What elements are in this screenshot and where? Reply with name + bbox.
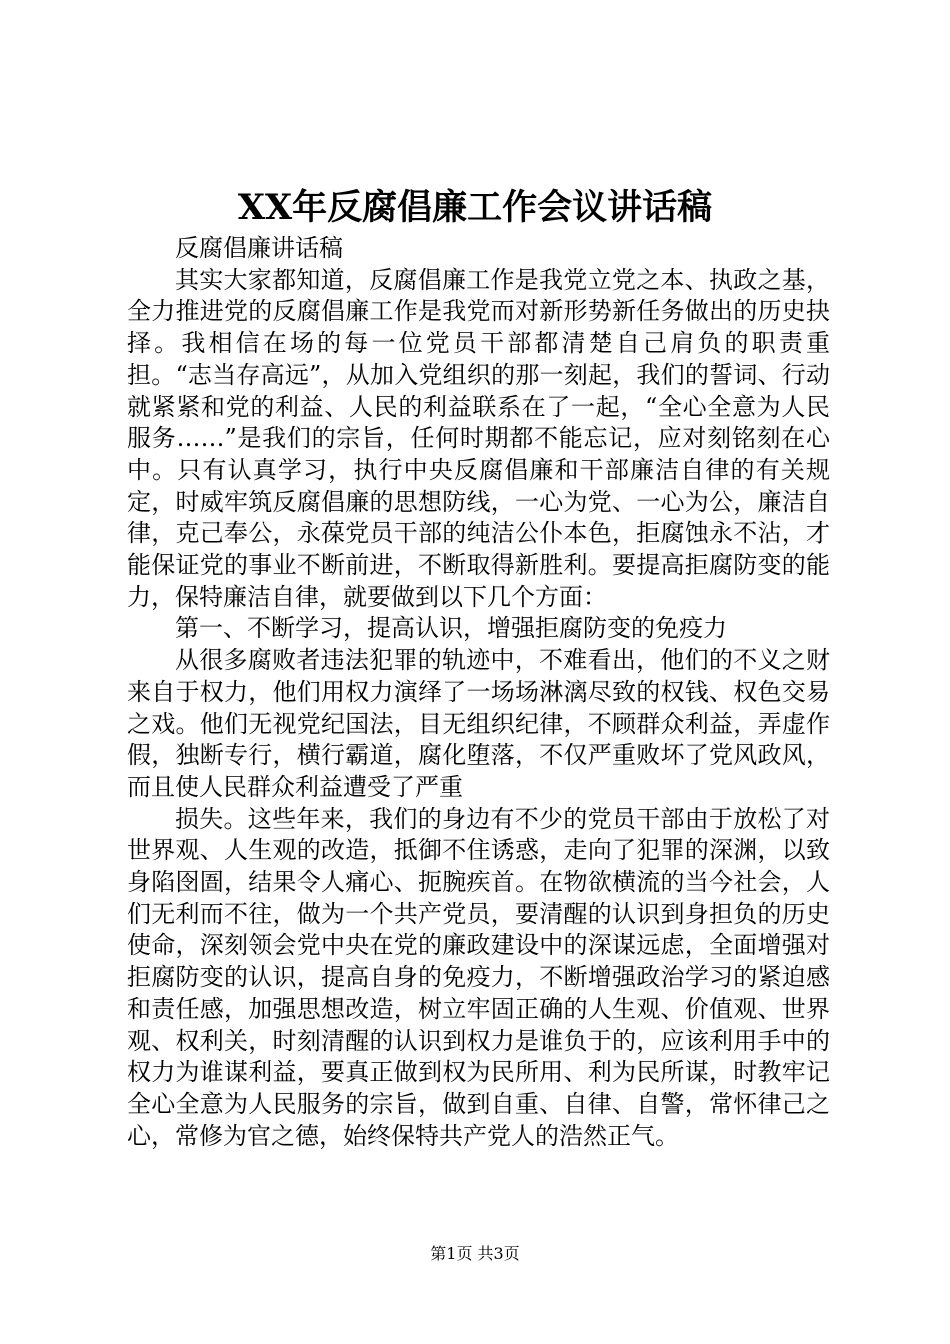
paragraph-section-heading: 第一、不断学习，提高认识，增强拒腐防变的免疫力: [175, 614, 727, 643]
paragraph-losses: 损失。这些年来，我们的身边有不少的党员干部由于放松了对世界观、人生观的改造，抵御不住诱惑，走向了犯罪的深渊，以致身陷囹圄，结果令人痛心、扼腕疾首。在物欲横流的当今社会，人们无利而不往，做为一个共产党员，要清醒的认识到身担负的历史使命，深刻领会党中央在党的廉政建设中的深谋远虑，全面增强对拒腐防变的认识，提高自身的免疫力，不断增强政治学习的紧迫感和责任感，加强思想改造，树立牢固正确的人生观、价值观、世界观、权利关，时刻清醒的认识到权力是谁负于的，应该利用手中的权力为谁谋利益，要真正做到权为民所用、利为民所谋，时教牢记全心全意为人民服务的宗旨，做到自重、自律、自警，常怀律己之心，常修为官之德，始终保特共产党人的浩然正气。: [127, 804, 830, 1150]
paragraph-intro: 其实大家都知道，反腐倡廉工作是我党立党之本、执政之基，全力推进党的反腐倡廉工作是我党而对新形势新任务做出的历史抉择。我相信在场的每一位党员干部都清楚自己肩负的职责重担。“志当存高远”，从加入党组织的那一刻起，我们的誓词、行动就紧紧和党的利益、人民的利益联系在了一起，“全心全意为人民服务……”是我们的宗旨，任何时期都不能忘记，应对刻铭刻在心中。只有认真学习，执行中央反腐倡廉和干部廉洁自律的有关规定，时威牢筑反腐倡廉的思想防线，一心为党、一心为公，廉洁自律，克己奉公，永葆党员干部的纯洁公仆本色，拒腐蚀永不沾，才能保证党的事业不断前进，不断取得新胜利。要提高拒腐防变的能力，保特廉洁自律，就要做到以下几个方面：: [127, 265, 830, 611]
document-body: [127, 233, 830, 1152]
paragraph-corruption-analysis: 从很多腐败者违法犯罪的轨迹中，不难看出，他们的不义之财来自于权力，他们用权力演绎了一场场淋漓尽致的权钱、权色交易之戏。他们无视党纪国法，目无组织纪律，不顾群众利益，弄虚作假，独断专行，横行霸道，腐化堕落，不仅严重败坏了党风政风，而且使人民群众利益遭受了严重: [127, 646, 830, 801]
page-footer: 第1页 共3页: [430, 1244, 520, 1263]
paragraph-subtitle: 反腐倡廉讲话稿: [175, 234, 343, 262]
document-title: XX年反腐倡廉工作会议讲话稿: [237, 187, 713, 228]
